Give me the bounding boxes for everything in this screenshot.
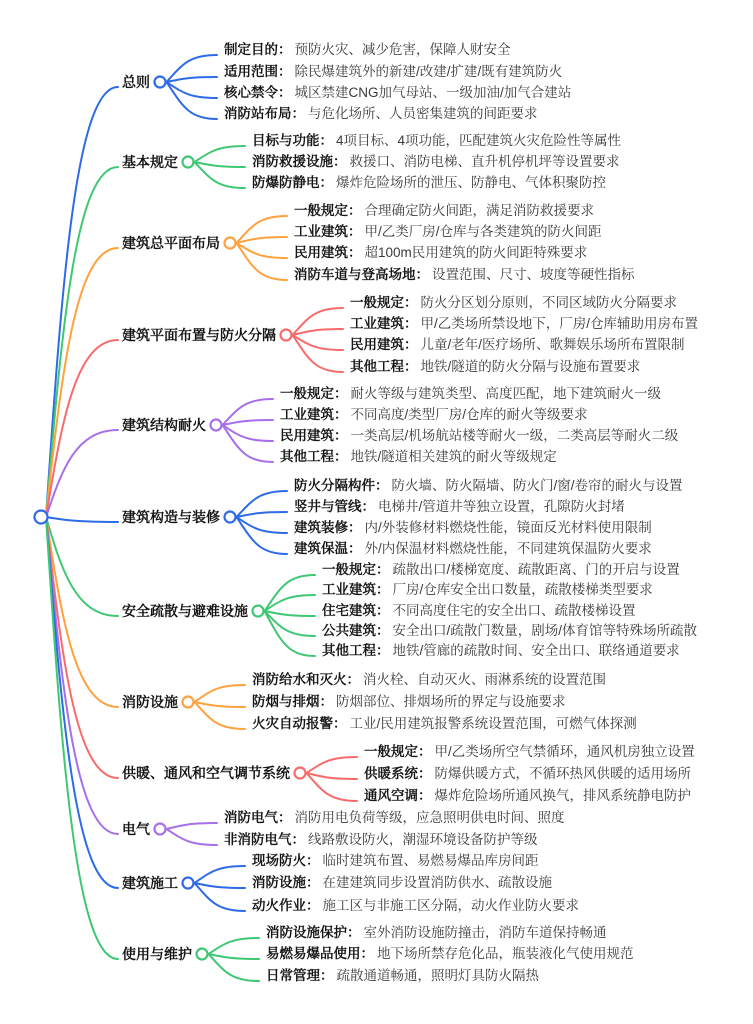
subtopic-text: 超100m民用建筑的防火间距特殊要求 bbox=[364, 245, 588, 260]
branch-label[interactable]: 使用与维护 bbox=[122, 946, 192, 962]
leaf-curve bbox=[195, 162, 246, 167]
branch-label[interactable]: 供暖、通风和空气调节系统 bbox=[122, 765, 290, 781]
subtopic-prefix: 住宅建筑： bbox=[322, 603, 390, 618]
root-node[interactable] bbox=[35, 511, 48, 524]
subtopic-prefix: 适用范围： bbox=[224, 64, 292, 79]
subtopic-prefix: 消防救援设施： bbox=[252, 154, 347, 169]
subtopic-item[interactable] bbox=[224, 40, 511, 59]
root-branch-curve bbox=[46, 517, 118, 888]
subtopic-text: 施工区与非施工区分隔，动火作业防火要求 bbox=[322, 898, 579, 913]
leaf-curve bbox=[307, 757, 358, 773]
subtopic-text: 地铁/管廊的疏散时间、安全出口、联络通道要求 bbox=[392, 643, 680, 658]
leaf-curve bbox=[307, 773, 358, 779]
subtopic-prefix: 目标与功能： bbox=[252, 133, 333, 148]
subtopic-prefix: 建筑装修： bbox=[294, 520, 362, 535]
subtopic-item[interactable] bbox=[252, 714, 637, 733]
subtopic-item[interactable] bbox=[280, 405, 588, 424]
subtopic-item[interactable] bbox=[266, 944, 634, 963]
leaf-curve bbox=[209, 938, 260, 954]
leaf-curve bbox=[167, 823, 218, 829]
subtopic-item[interactable] bbox=[294, 265, 635, 284]
subtopic-prefix: 其他工程： bbox=[280, 449, 348, 464]
subtopic-prefix: 民用建筑： bbox=[280, 428, 348, 443]
subtopic-prefix: 消防设施保护： bbox=[266, 925, 361, 940]
subtopic-text: 甲/乙类场所禁设地下，厂房/仓库辅助用房布置 bbox=[420, 316, 699, 331]
subtopic-prefix: 非消防电气： bbox=[224, 832, 305, 847]
subtopic-text: 地铁/隧道的防火分隔与设施布置要求 bbox=[420, 359, 641, 374]
subtopic-prefix: 公共建筑： bbox=[322, 623, 390, 638]
subtopic-item[interactable] bbox=[252, 152, 620, 171]
root-branch-curve bbox=[46, 248, 118, 517]
subtopic-text: 临时建筑布置、易燃易爆品库房间距 bbox=[322, 853, 539, 868]
subtopic-prefix: 工业建筑： bbox=[350, 316, 418, 331]
subtopic-prefix: 消防站布局： bbox=[224, 106, 305, 121]
subtopic-text: 城区禁建CNG加气母站、一级加油/加气合建站 bbox=[294, 85, 572, 100]
subtopic-text: 防火分区划分原则，不同区域防火分隔要求 bbox=[420, 295, 677, 310]
subtopic-prefix: 消防车道与登高场地： bbox=[294, 267, 429, 282]
subtopic-prefix: 消防电气： bbox=[224, 810, 292, 825]
subtopic-text: 儿童/老年/医疗场所、歌舞娱乐场所布置限制 bbox=[420, 337, 685, 352]
branch-label[interactable]: 建筑施工 bbox=[122, 875, 178, 891]
leaf-curve bbox=[167, 77, 218, 82]
subtopic-item[interactable] bbox=[252, 131, 621, 150]
subtopic-item[interactable] bbox=[252, 896, 579, 915]
subtopic-prefix: 通风空调： bbox=[364, 788, 432, 803]
leaf-curve bbox=[195, 685, 246, 702]
leaf-curve bbox=[237, 517, 288, 533]
subtopic-item[interactable] bbox=[224, 83, 571, 102]
subtopic-item[interactable] bbox=[350, 357, 640, 376]
subtopic-prefix: 火灾自动报警： bbox=[252, 716, 347, 731]
subtopic-item[interactable] bbox=[266, 966, 539, 985]
subtopic-text: 室外消防设施防撞击，消防车道保持畅通 bbox=[363, 925, 607, 940]
subtopic-prefix: 民用建筑： bbox=[294, 245, 362, 260]
subtopic-text: 内/外装修材料燃烧性能，镜面反光材料使用限制 bbox=[364, 520, 652, 535]
leaf-curve bbox=[209, 954, 260, 959]
subtopic-item[interactable] bbox=[224, 808, 565, 827]
subtopic-text: 疏散出口/楼梯宽度、疏散距离、门的开启与设置 bbox=[392, 562, 680, 577]
subtopic-text: 设置范围、尺寸、坡度等硬性指标 bbox=[432, 267, 635, 282]
leaf-curve bbox=[195, 702, 246, 707]
subtopic-prefix: 动火作业： bbox=[252, 898, 320, 913]
subtopic-prefix: 消防设施： bbox=[252, 875, 320, 890]
subtopic-item[interactable] bbox=[224, 62, 562, 81]
subtopic-text: 线路敷设防火，潮湿环境设备防护等级 bbox=[308, 832, 538, 847]
subtopic-text: 疏散通道畅通，照明灯具防火隔热 bbox=[336, 968, 539, 983]
branch-label[interactable]: 基本规定 bbox=[122, 154, 178, 170]
subtopic-item[interactable] bbox=[350, 314, 698, 333]
subtopic-text: 在建建筑同步设置消防供水、疏散设施 bbox=[322, 875, 552, 890]
subtopic-item[interactable] bbox=[294, 476, 683, 495]
branch-collapse-handle[interactable] bbox=[183, 697, 194, 708]
subtopic-text: 防烟部位、排烟场所的界定与设施要求 bbox=[336, 694, 566, 709]
subtopic-prefix: 日常管理： bbox=[266, 968, 334, 983]
subtopic-prefix: 制定目的： bbox=[224, 42, 292, 57]
subtopic-prefix: 竖井与管线： bbox=[294, 499, 375, 514]
branch-label[interactable]: 总则 bbox=[122, 74, 150, 90]
subtopic-prefix: 一般规定： bbox=[322, 562, 390, 577]
subtopic-item[interactable] bbox=[252, 692, 566, 711]
subtopic-item[interactable] bbox=[294, 243, 587, 262]
subtopic-prefix: 易燃易爆品使用： bbox=[266, 946, 374, 961]
subtopic-text: 爆炸危险场所通风换气，排风系统静电防护 bbox=[434, 788, 691, 803]
subtopic-item[interactable] bbox=[322, 641, 680, 660]
branch-collapse-handle[interactable] bbox=[281, 330, 292, 341]
subtopic-text: 外/内保温材料燃烧性能，不同建筑保温防火要求 bbox=[364, 541, 652, 556]
subtopic-prefix: 一般规定： bbox=[350, 295, 418, 310]
branch-collapse-handle[interactable] bbox=[295, 768, 306, 779]
subtopic-text: 厂房/仓库安全出口数量，疏散楼梯类型要求 bbox=[392, 582, 653, 597]
branch-collapse-handle[interactable] bbox=[183, 157, 194, 168]
subtopic-text: 救援口、消防电梯、直升机停机坪等设置要求 bbox=[349, 154, 620, 169]
leaf-curve bbox=[265, 611, 316, 616]
branch-collapse-handle[interactable] bbox=[225, 238, 236, 249]
subtopic-prefix: 核心禁令： bbox=[224, 85, 292, 100]
subtopic-text: 不同高度住宅的安全出口、疏散楼梯设置 bbox=[392, 603, 636, 618]
subtopic-text: 除民爆建筑外的新建/改建/扩建/既有建筑防火 bbox=[294, 64, 563, 79]
branch-collapse-handle[interactable] bbox=[253, 606, 264, 617]
subtopic-item[interactable] bbox=[294, 201, 594, 220]
subtopic-item[interactable] bbox=[224, 830, 538, 849]
subtopic-text: 工业/民用建筑报警系统设置范围，可燃气体探测 bbox=[349, 716, 637, 731]
subtopic-prefix: 现场防火： bbox=[252, 853, 320, 868]
subtopic-text: 爆炸危险场所的泄压、防静电、气体积聚防控 bbox=[336, 175, 606, 190]
subtopic-text: 一类高层/机场航站楼等耐火一级，二类高层等耐火二级 bbox=[350, 428, 679, 443]
subtopic-item[interactable] bbox=[280, 384, 661, 403]
subtopic-item[interactable] bbox=[252, 873, 552, 892]
subtopic-prefix: 一般规定： bbox=[280, 386, 348, 401]
subtopic-prefix: 防爆防静电： bbox=[252, 175, 333, 190]
subtopic-item[interactable] bbox=[252, 670, 606, 689]
subtopic-item[interactable] bbox=[252, 173, 606, 192]
subtopic-text: 与危化场所、人员密集建筑的间距要求 bbox=[308, 106, 538, 121]
subtopic-text: 消防用电负荷等级，应急照明供电时间、照度 bbox=[294, 810, 565, 825]
branch-label[interactable]: 电气 bbox=[122, 821, 150, 837]
subtopic-item[interactable] bbox=[280, 447, 557, 466]
subtopic-item[interactable] bbox=[294, 497, 625, 516]
subtopic-item[interactable] bbox=[350, 293, 677, 312]
leaf-curve bbox=[167, 829, 218, 845]
leaf-curve bbox=[293, 329, 344, 335]
branch-label[interactable]: 安全疏散与避难设施 bbox=[122, 603, 248, 619]
branch-label[interactable]: 建筑结构耐火 bbox=[122, 417, 206, 433]
leaf-curve bbox=[195, 866, 246, 883]
root-branch-curve bbox=[46, 517, 118, 522]
subtopic-item[interactable] bbox=[322, 621, 697, 640]
subtopic-prefix: 其他工程： bbox=[322, 643, 390, 658]
leaf-curve bbox=[237, 512, 288, 517]
branch-collapse-handle[interactable] bbox=[183, 878, 194, 889]
branch-label[interactable]: 建筑构造与装修 bbox=[122, 509, 220, 525]
branch-label[interactable]: 建筑总平面布局 bbox=[122, 235, 220, 251]
branch-collapse-handle[interactable] bbox=[197, 949, 208, 960]
branch-collapse-handle[interactable] bbox=[211, 420, 222, 431]
leaf-curve bbox=[237, 237, 288, 243]
subtopic-item[interactable] bbox=[266, 923, 607, 942]
subtopic-prefix: 建筑保温： bbox=[294, 541, 362, 556]
subtopic-prefix: 民用建筑： bbox=[350, 337, 418, 352]
subtopic-item[interactable] bbox=[280, 426, 678, 445]
subtopic-text: 合理确定防火间距，满足消防救援要求 bbox=[364, 203, 594, 218]
subtopic-prefix: 供暖系统： bbox=[364, 766, 432, 781]
leaf-curve bbox=[223, 425, 274, 441]
branch-collapse-handle[interactable] bbox=[225, 512, 236, 523]
root-branch-curve bbox=[46, 430, 118, 517]
branch-collapse-handle[interactable] bbox=[155, 77, 166, 88]
subtopic-item[interactable] bbox=[294, 518, 652, 537]
subtopic-item[interactable] bbox=[294, 539, 652, 558]
subtopic-item[interactable] bbox=[364, 742, 695, 761]
subtopic-text: 甲/乙类场所空气禁循环，通风机房独立设置 bbox=[434, 744, 695, 759]
leaf-curve bbox=[195, 146, 246, 162]
leaf-curve bbox=[167, 82, 218, 98]
subtopic-text: 甲/乙类厂房/仓库与各类建筑的防火间距 bbox=[364, 224, 602, 239]
leaf-curve bbox=[223, 420, 274, 425]
subtopic-item[interactable] bbox=[322, 601, 636, 620]
leaf-curve bbox=[265, 595, 316, 611]
subtopic-prefix: 一般规定： bbox=[294, 203, 362, 218]
subtopic-prefix: 防火分隔构件： bbox=[294, 478, 389, 493]
subtopic-text: 电梯井/管道井等独立设置，孔隙防火封堵 bbox=[378, 499, 625, 514]
subtopic-text: 地下场所禁存危化品，瓶装液化气使用规范 bbox=[377, 946, 634, 961]
branch-label[interactable]: 建筑平面布置与防火分隔 bbox=[122, 327, 276, 343]
subtopic-text: 安全出口/疏散门数量，剧场/体育馆等特殊场所疏散 bbox=[392, 623, 698, 638]
subtopic-item[interactable] bbox=[350, 335, 685, 354]
leaf-curve bbox=[195, 883, 246, 888]
subtopic-item[interactable] bbox=[322, 580, 653, 599]
subtopic-prefix: 其他工程： bbox=[350, 359, 418, 374]
subtopic-text: 防爆供暖方式，不循环热风供暖的适用场所 bbox=[434, 766, 691, 781]
subtopic-text: 耐火等级与建筑类型、高度匹配，地下建筑耐火一级 bbox=[350, 386, 661, 401]
subtopic-prefix: 工业建筑： bbox=[294, 224, 362, 239]
subtopic-text: 4项目标、4项功能，匹配建筑火灾危险性等属性 bbox=[336, 133, 622, 148]
subtopic-text: 地铁/隧道相关建筑的耐火等级规定 bbox=[350, 449, 557, 464]
subtopic-item[interactable] bbox=[364, 786, 691, 805]
subtopic-item[interactable] bbox=[364, 764, 691, 783]
subtopic-item[interactable] bbox=[322, 560, 680, 579]
subtopic-item[interactable] bbox=[252, 851, 539, 870]
subtopic-prefix: 一般规定： bbox=[364, 744, 432, 759]
subtopic-text: 预防火灾、减少危害，保障人财安全 bbox=[294, 42, 511, 57]
subtopic-prefix: 工业建筑： bbox=[280, 407, 348, 422]
subtopic-text: 消火栓、自动灭火、雨淋系统的设置范围 bbox=[363, 672, 606, 687]
branch-collapse-handle[interactable] bbox=[155, 824, 166, 835]
subtopic-item[interactable] bbox=[224, 104, 538, 123]
subtopic-prefix: 消防给水和灭火： bbox=[252, 672, 360, 687]
subtopic-text: 防火墙、防火隔墙、防火门/窗/卷帘的耐火与设置 bbox=[391, 478, 683, 493]
subtopic-prefix: 工业建筑： bbox=[322, 582, 390, 597]
subtopic-item[interactable] bbox=[294, 222, 602, 241]
branch-label[interactable]: 消防设施 bbox=[122, 694, 178, 710]
subtopic-text: 不同高度/类型厂房/仓库的耐火等级要求 bbox=[350, 407, 588, 422]
subtopic-prefix: 防烟与排烟： bbox=[252, 694, 333, 709]
